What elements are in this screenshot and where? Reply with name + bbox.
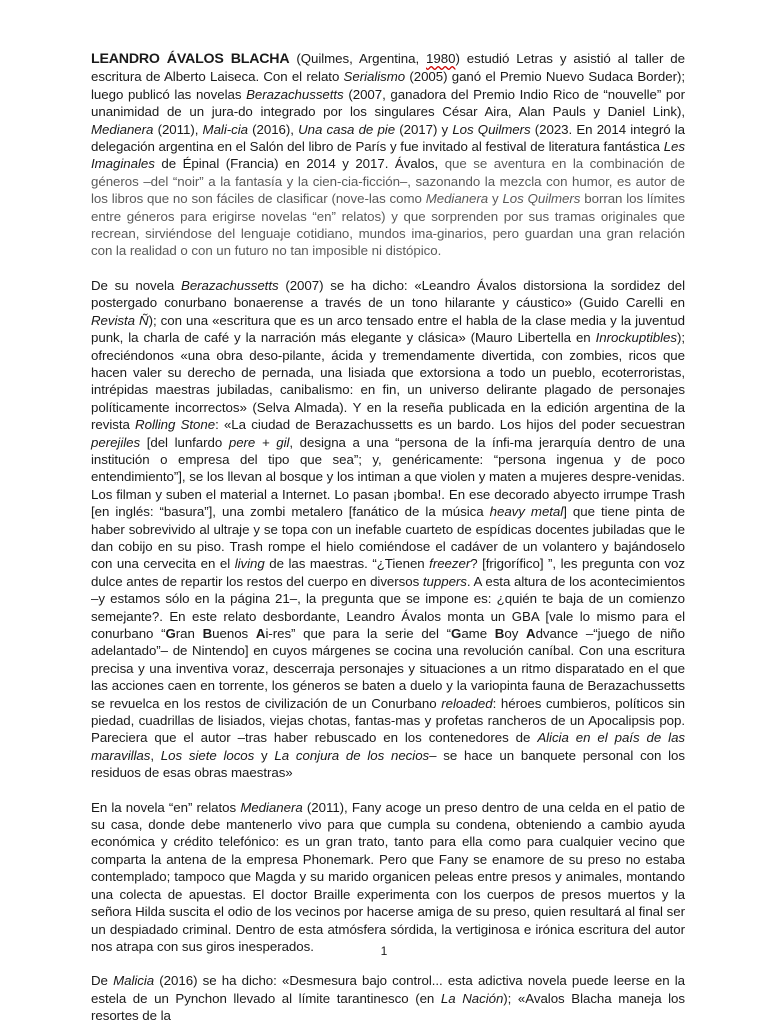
text-run: De: [91, 973, 114, 989]
book-title: Una casa de pie: [298, 121, 396, 137]
italic-term: perejiles: [91, 434, 141, 450]
book-title: Medianera: [240, 799, 303, 815]
text-run: ) estudió Letras y asistió al taller de escritura de Alberto Laiseca. Con el relato: [91, 51, 685, 85]
text-run: de las maestras. “¿Tienen: [264, 556, 430, 572]
paragraph-malicia: [91, 972, 685, 1024]
bold-initial: B: [494, 626, 505, 641]
book-title: Berazachussetts: [246, 86, 344, 102]
italic-term: heavy metal: [489, 504, 564, 520]
text-run: (2023. En 2014 integró la delegación argentina en el Salón del libro de París y fue invitado al festival de literatura fantástica: [91, 121, 685, 155]
text-run: : héroes cumbieros, políticos sin piedad, cuadrillas de lisiados, viejas chotas, fantas-mas y profetas rancheros de un Apocalipsis pop. Pareciera que el autor –tras haber rebuscado en los contenedores de: [91, 695, 685, 746]
italic-term: reloaded: [441, 695, 493, 711]
text-run: De su novela: [91, 277, 182, 293]
book-title: Malicia: [113, 973, 155, 989]
paragraph-medianera: [91, 799, 685, 956]
text-run: (2011), Fany acoge un preso dentro de una celda en el patio de su casa, donde debe mantenerlo vivo para que cumpla su condena, obteniendo a cambio ayuda económica y crédito telefónico: es un gran trato, tanto para ella como para cualquier vecino que comparta la antena de la empresa Phonemark. Pero que Fany se enamore de su preso no estaba contemplado; tampoco que Magda y su marido organicen peleas entre presos y animales, montando una colecta de apuestas. El doctor Braille experimenta con los cuerpos de presos muertos y la señora Hilda suscita el odio de los vecinos por hacerse amiga de su preso, quien resultará al final ser un despiadado criminal. Dentro de esta atmósfera sórdida, la vertiginosa e irónica escritura del autor nos atrapa con sus giros inesperados.: [91, 799, 686, 954]
publication-title: Revista Ñ: [91, 312, 149, 328]
book-title: Medianera: [91, 121, 154, 137]
text-run: . A esta altura de los acontecimientos –y estamos sólo en la página 21–, la pregunta que se impone es: ¿quién te baja de un comienzo semejante?. En este relato desbordante, Leandro Ávalos monta un GBA [vale lo mismo para el conurbano “: [91, 573, 685, 641]
book-title: Serialismo: [343, 69, 406, 85]
text-run: (2016) se ha dicho: «Desmesura bajo control... esta adictiva novela puede leerse en la estela de un Pynchon llevado al límite tarantinesco (en: [91, 973, 686, 1006]
text-run: de Épinal (Francia) en 2014 y 2017. Ávalos,: [154, 156, 445, 172]
gray-text-run: y: [488, 191, 503, 207]
text-run: dvance –“juego de niño adelantado”– de Nintendo] en cuyos márgenes se cocina una revolución caníbal. Con una escritura precisa y una inventiva voraz, descerraja personajes y situaciones a un ritmo disparatado en el que las acciones caen en torrente, los géneros se baten a duelo y la variopinta fauna de Berazachussetts se revuelca en los restos de civilización de un Conurbano: [91, 626, 685, 711]
text-run: ); ofreciéndonos «una obra deso-pilante, ácida y tremendamente divertida, con zombies, ricos que hacen valer su derecho de pernada, una lisiada que extorsiona a todo un pueblo, ecoterroristas, intrépidas maestras jubiladas, canibalismo: en fin, un universo delirante plagado de personajes políticamente incorrectos» (Selva Almada). Y en la reseña publicada en la edición argentina de la revista: [91, 330, 685, 433]
bold-initial: A: [255, 626, 266, 641]
text-run: oy: [504, 626, 527, 641]
text-run: ,: [150, 747, 161, 763]
text-run: ame: [461, 626, 495, 641]
birth-year: 1980: [426, 51, 456, 66]
book-title: Berazachussetts: [181, 277, 279, 293]
text-run: (2011),: [153, 121, 203, 137]
text-run: ] que tiene pinta de haber sobrevivido al ultraje y se topa con un inefable cuarteto de espídicas docentes jubiladas que le dan cobijo en su piso. Trash rompe el hielo comiéndose el cadáver de un volantero y bajándoselo con una cervecita en el: [91, 504, 685, 572]
book-title: Medianera: [425, 191, 489, 207]
book-title: Los Quilmers: [502, 191, 581, 207]
text-run: – se hace un banquete personal con los residuos de esas obras maestras»: [91, 747, 685, 781]
text-run: [del lunfardo: [140, 434, 229, 450]
page-number: 1: [380, 944, 388, 958]
gray-text-run: que se aventura en la combinación de géneros –del “noir” a la fantasía y la cien-cia-ficción–, sazonando la mezcla con humor, es autor de los libros que no son fáciles de clasificar (nove-las como: [91, 156, 685, 207]
text-run: : «La ciudad de Berazachussetts es un bardo. Los hijos del poder secuestran: [215, 417, 685, 433]
text-run: (2007, ganadora del Premio Indio Rico de “nouvelle” por unanimidad de un jura-do integrado por los singulares César Aira, Alan Pauls y Daniel Link),: [91, 86, 685, 120]
text-run: uenos: [212, 626, 256, 641]
paragraph-berazachussetts-reviews: [91, 277, 685, 782]
text-run: i-res” que para la serie del “: [265, 626, 452, 641]
text-run: ); con una «escritura que es un arco tensado entre el habla de la clase media y la juventud punk, la charla de café y la narración más elegante y clásica» (Mauro Libertella en: [91, 312, 685, 346]
italic-term: pere + gil: [228, 434, 290, 450]
text-run: (2007) se ha dicho: «Leandro Ávalos distorsiona la sordidez del postergado conurbano bonaerense a través de un tono hilarante y cáustico» (Guido Carelli en: [91, 277, 685, 311]
book-title: La conjura de los necios: [274, 747, 430, 763]
text-run: (Quilmes, Argentina,: [289, 51, 427, 66]
paragraph-author-bio: [91, 50, 685, 260]
text-run: (2017) y: [395, 121, 453, 137]
publication-title: Inrockuptibles: [595, 330, 677, 346]
text-run: En la novela “en” relatos: [91, 799, 241, 815]
italic-term: living: [234, 556, 265, 572]
text-run: (2005) ganó el Premio Nuevo Sudaca Border); luego publicó las novelas: [91, 69, 685, 102]
book-title: Alicia en el país de las maravillas: [91, 730, 686, 763]
book-title: Mali-cia: [202, 121, 248, 137]
text-run: , designa a una “persona de la ínfi-ma jerarquía dentro de una institución o empresa del tipo que sea”; y, genéricamente: “persona ingenua y de poco entendimiento”], se los llevan al bosque y los intiman a que violen y maten a mujeres despre-venidas. Los filman y suben el material a Internet. Lo pasan ¡bomba!. En ese decorado abyecto irrumpe Trash [en inglés: “basura”], una zombi metalero [fanático de la música: [91, 434, 686, 520]
author-name: LEANDRO ÁVALOS BLACHA: [91, 51, 290, 67]
bold-initial: G: [165, 626, 176, 641]
publication-title: Rolling Stone: [135, 417, 216, 433]
bold-initial: G: [451, 626, 462, 641]
text-run: y: [254, 747, 275, 763]
bold-initial: A: [526, 626, 536, 641]
festival-title: Les Imaginales: [91, 139, 685, 172]
bold-initial: B: [202, 626, 213, 641]
text-run: ? [frigorífico] ”, les pregunta con voz dulce antes de repartir los restos del cuerpo en diversos: [91, 556, 685, 589]
book-title: Los siete locos: [160, 747, 255, 763]
publication-title: La Nación: [440, 990, 504, 1006]
italic-term: freezer: [429, 556, 471, 572]
text-run: (2016),: [247, 121, 299, 137]
book-title: Los Quilmers: [452, 121, 531, 137]
text-run: ); «Avalos Blacha maneja los resortes de la: [91, 990, 685, 1024]
gray-text-run: borran los límites entre géneros para erigirse novelas “en” relatos) y que sorprenden por sus tramas originales que recrean, sirviéndose del lenguaje cotidiano, mundos ima-ginarios, pero guardan una gran relación con la realidad o con un futuro no tan imposible ni distópico.: [91, 191, 686, 259]
italic-term: tuppers: [422, 573, 467, 589]
text-run: ran: [175, 626, 203, 641]
